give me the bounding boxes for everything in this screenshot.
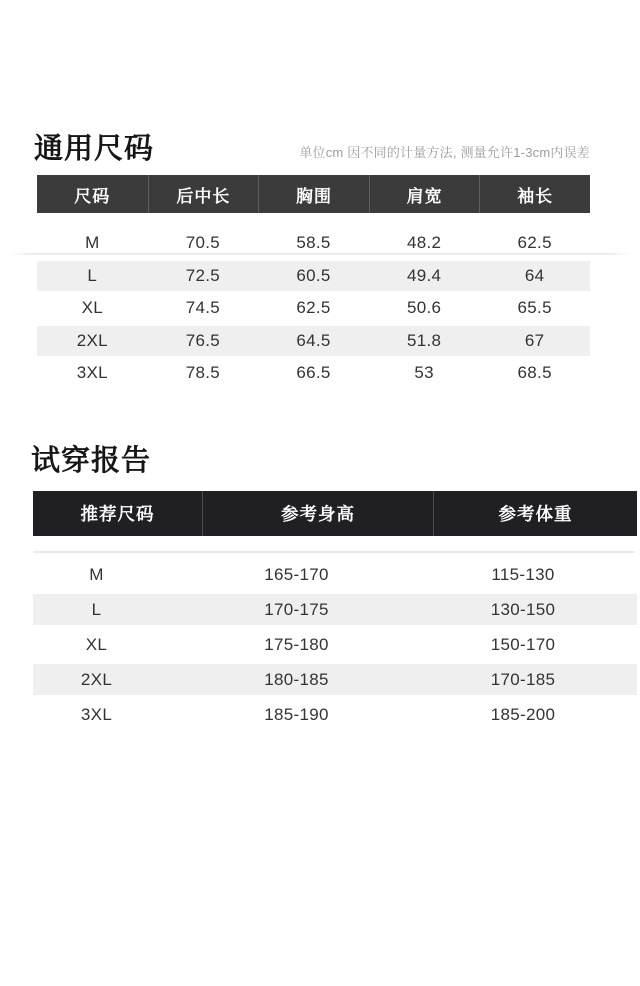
value-cell: 58.5 <box>296 233 331 253</box>
table-row <box>37 325 590 358</box>
value-cell: 78.5 <box>185 363 221 383</box>
size-cell: L <box>91 599 102 619</box>
column-header-reference-weight: 参考体重 <box>433 491 637 536</box>
column-header-back-length: 后中长 <box>148 175 259 213</box>
general-size-title: 通用尺码 <box>34 133 155 165</box>
size-cell: 2XL <box>80 669 113 689</box>
fit-report-header-row <box>31 445 640 478</box>
value-cell: 70.5 <box>185 233 221 253</box>
value-cell: 49.4 <box>406 265 442 285</box>
table-row <box>37 357 590 390</box>
size-cell: XL <box>85 634 108 654</box>
general-size-header-row <box>34 133 590 166</box>
value-cell: 51.8 <box>406 330 442 350</box>
general-size-table-body <box>37 227 590 390</box>
height-cell: 165-170 <box>264 564 329 584</box>
value-cell: 74.5 <box>185 298 221 318</box>
column-header-size: 尺码 <box>74 186 111 206</box>
value-cell: 76.5 <box>185 330 221 350</box>
column-header-recommended-size: 推荐尺码 <box>80 504 155 524</box>
size-cell: 2XL <box>76 330 108 350</box>
value-cell: 68.5 <box>517 363 552 383</box>
value-cell: 64.5 <box>296 330 331 350</box>
value-cell: 72.5 <box>185 265 221 285</box>
table-row <box>33 627 637 662</box>
size-cell: 3XL <box>80 704 113 724</box>
general-size-section <box>0 133 640 390</box>
weight-cell: 170-185 <box>490 669 556 689</box>
size-cell: XL <box>81 298 103 318</box>
value-cell: 48.2 <box>406 233 442 253</box>
table-row <box>33 662 637 697</box>
value-cell: 50.6 <box>406 298 442 318</box>
value-cell: 64 <box>524 265 545 285</box>
column-header-chest: 胸围 <box>258 175 369 213</box>
table-row <box>33 697 637 732</box>
general-size-table <box>37 175 590 390</box>
fit-report-table-header <box>33 491 637 536</box>
height-cell: 185-190 <box>264 704 329 724</box>
general-size-table-header <box>37 175 590 213</box>
fit-report-table-body <box>33 557 637 732</box>
table-row <box>37 260 590 293</box>
value-cell: 60.5 <box>296 265 331 285</box>
measurement-tolerance-note: 单位cm 因不同的计量方法, 测量允许1-3cm内误差 <box>299 145 590 160</box>
value-cell: 66.5 <box>296 363 331 383</box>
weight-cell: 185-200 <box>490 704 556 724</box>
table-row <box>37 292 590 325</box>
height-cell: 180-185 <box>264 669 329 689</box>
height-cell: 175-180 <box>264 634 329 654</box>
value-cell: 62.5 <box>296 298 331 318</box>
fit-report-table <box>33 491 637 732</box>
column-header-reference-height: 参考身高 <box>202 491 433 536</box>
fit-report-title: 试穿报告 <box>31 445 152 477</box>
table-row <box>33 557 637 592</box>
value-cell: 67 <box>524 330 545 350</box>
size-cell: 3XL <box>76 363 108 383</box>
height-cell: 170-175 <box>264 599 329 619</box>
value-cell: 65.5 <box>517 298 552 318</box>
weight-cell: 115-130 <box>491 564 555 584</box>
size-cell: L <box>87 265 98 285</box>
size-cell: M <box>85 233 100 253</box>
column-header-sleeve: 袖长 <box>479 175 590 213</box>
weight-cell: 130-150 <box>490 599 556 619</box>
column-header-shoulder: 肩宽 <box>369 175 480 213</box>
weight-cell: 150-170 <box>490 634 556 654</box>
table-row <box>33 592 637 627</box>
size-cell: M <box>89 564 104 584</box>
fit-report-section <box>0 445 640 732</box>
value-cell: 62.5 <box>517 233 552 253</box>
table-divider <box>33 551 635 553</box>
top-divider <box>8 253 632 255</box>
value-cell: 53 <box>414 363 434 383</box>
